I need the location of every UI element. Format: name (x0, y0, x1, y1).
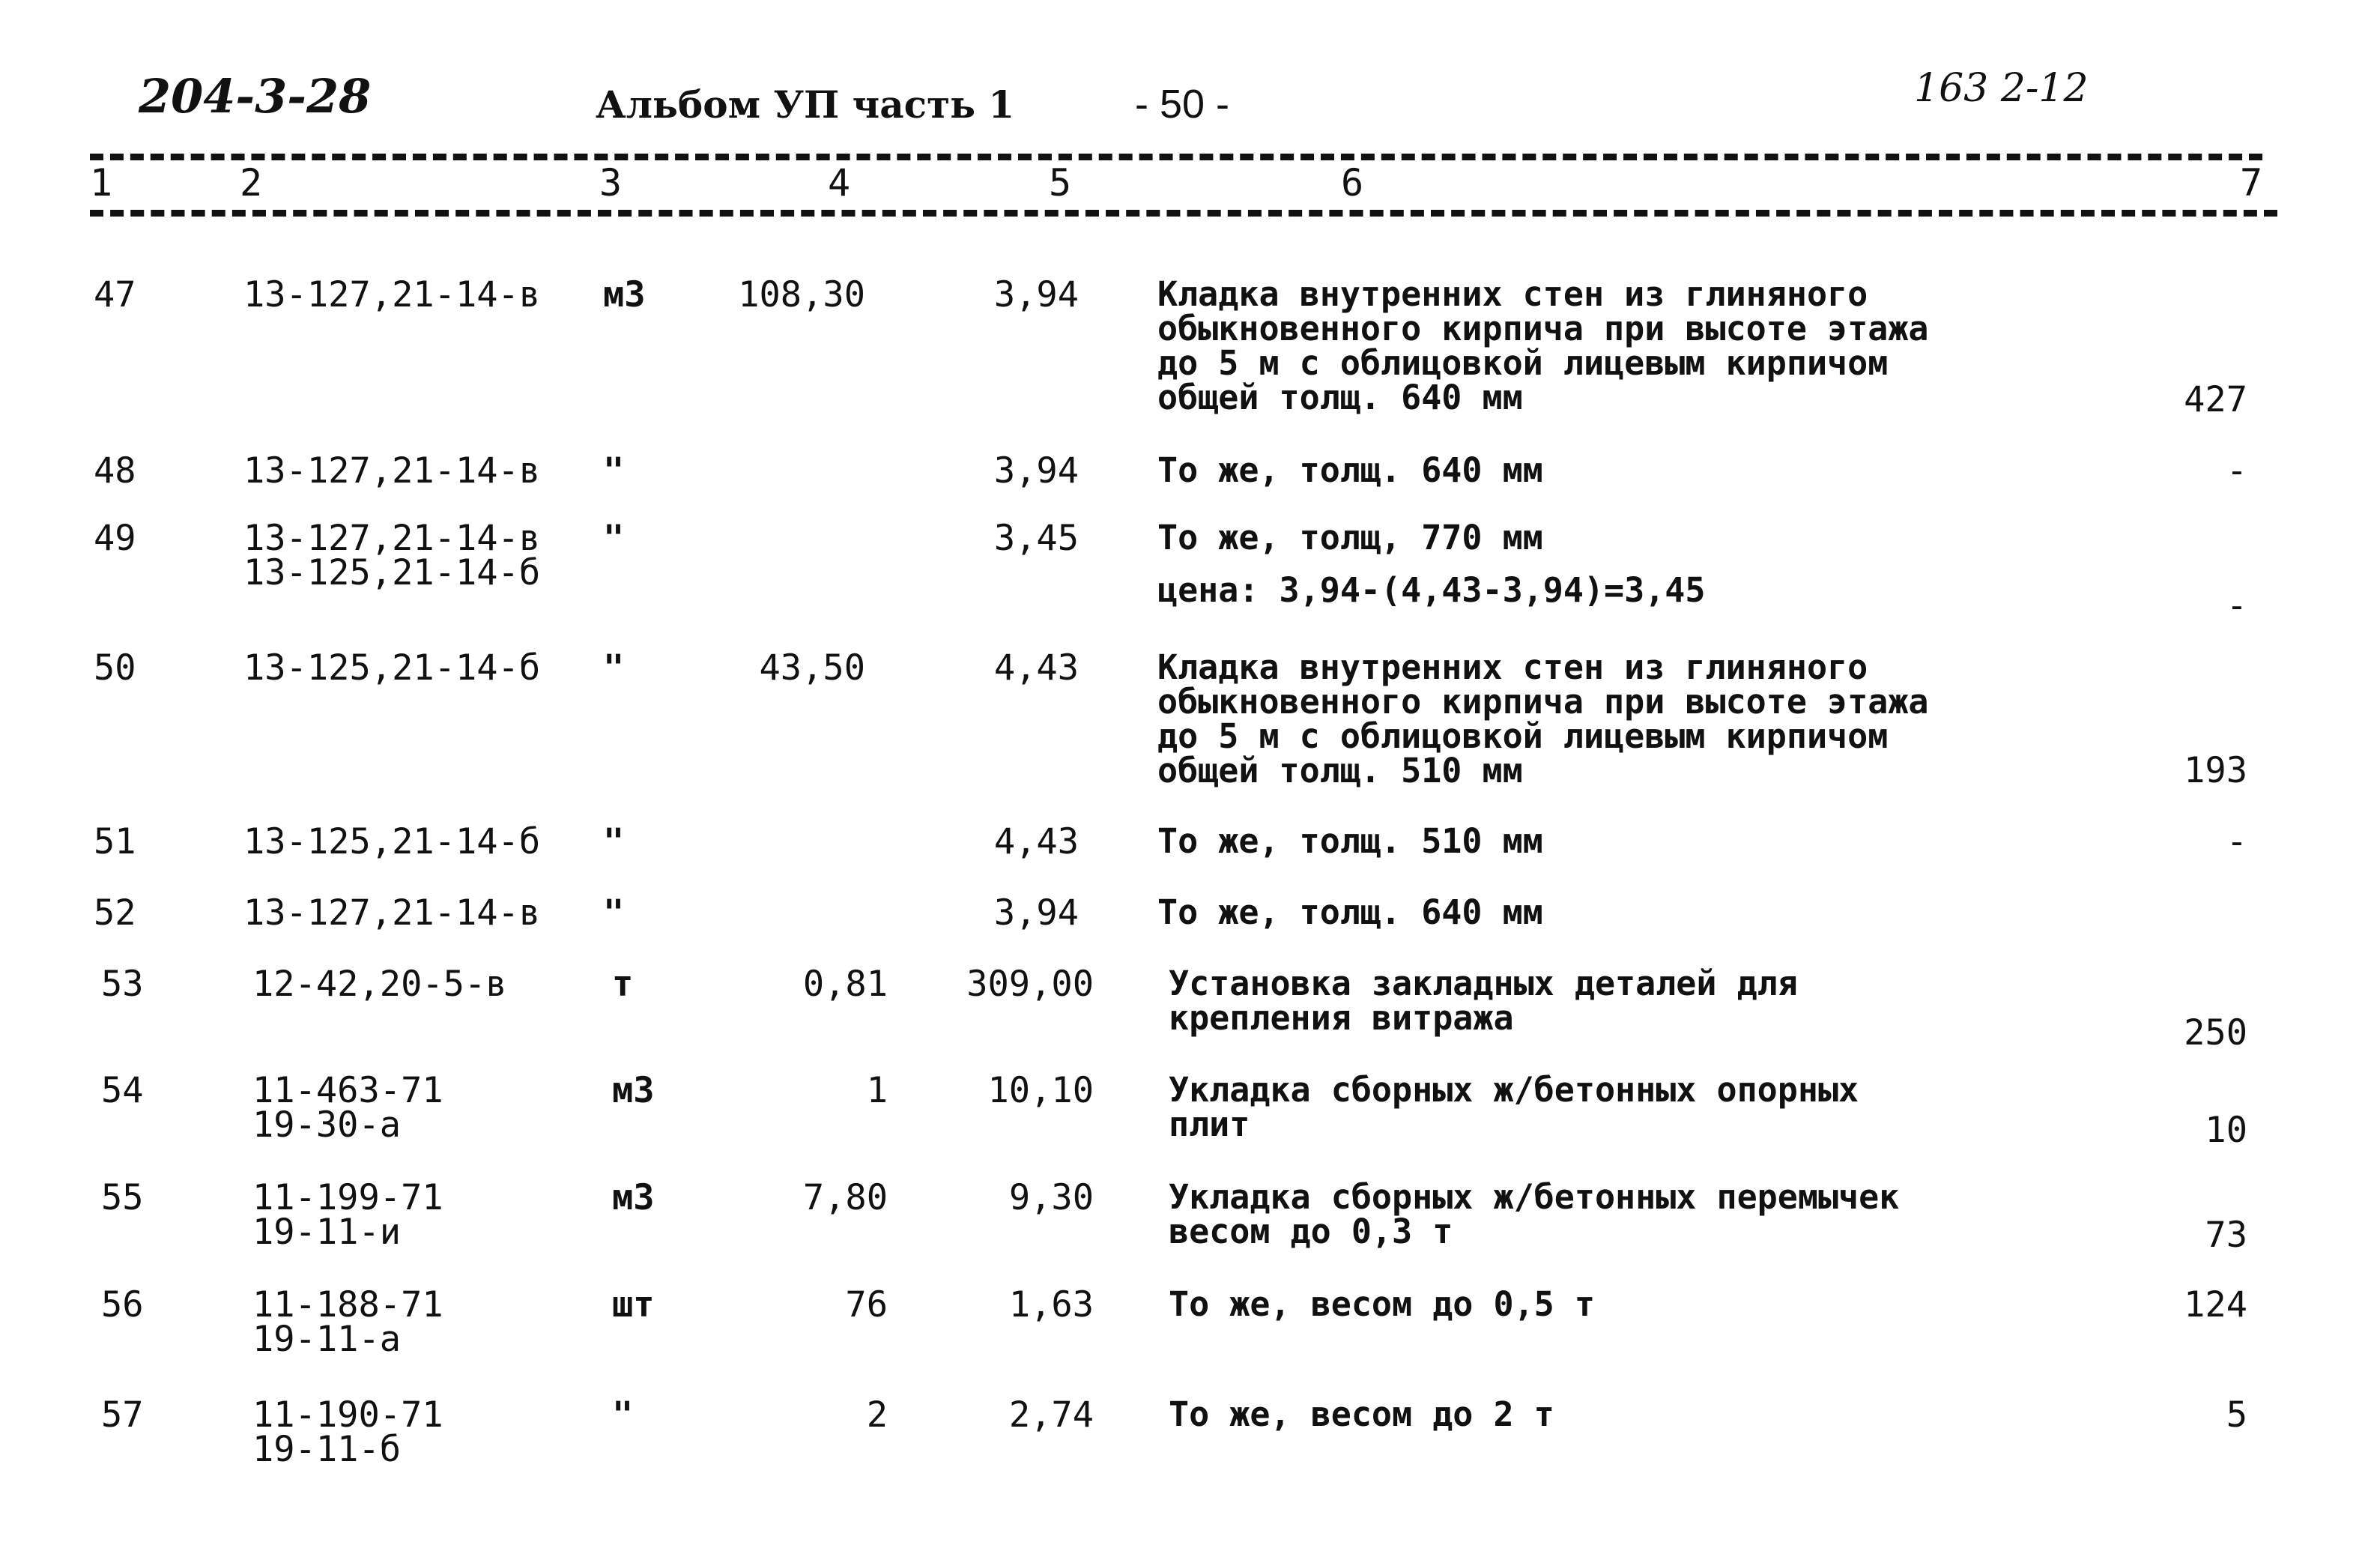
unit-price: 3,94 (993, 274, 1079, 315)
work-description: обыкновенного кирпича при высоте этажа (1157, 309, 1929, 348)
row-total: 5 (2226, 1394, 2247, 1436)
quantity: 0,81 (802, 964, 888, 1005)
unit: " (603, 450, 625, 492)
row-number: 48 (94, 450, 136, 492)
column-number: 6 (1341, 161, 1364, 205)
row-total: - (2226, 821, 2247, 862)
price-code: 13-127,21-14-в (243, 274, 541, 315)
unit: т (612, 964, 634, 1005)
work-description: Установка закладных деталей для (1169, 964, 1798, 1003)
unit: " (612, 1394, 634, 1436)
unit-price: 3,45 (993, 518, 1079, 559)
unit: " (603, 518, 625, 559)
row-total: 193 (2184, 750, 2247, 791)
column-number: 4 (828, 161, 851, 205)
work-description: до 5 м с облицовкой лицевым кирпичом (1157, 716, 1889, 756)
unit-price: 4,43 (993, 647, 1079, 689)
row-number: 53 (101, 964, 144, 1005)
unit: " (603, 821, 625, 862)
column-number: 1 (90, 161, 113, 205)
row-number: 52 (94, 892, 136, 934)
unit: " (603, 647, 625, 689)
work-description: весом до 0,3 т (1169, 1212, 1453, 1251)
row-total: 250 (2184, 1012, 2247, 1053)
work-description: общей толщ. 510 мм (1157, 751, 1523, 790)
column-number: 2 (240, 161, 263, 205)
row-total: 124 (2184, 1284, 2247, 1325)
price-code: 19-30-а (252, 1104, 402, 1146)
row-number: 54 (101, 1070, 144, 1111)
price-code: 13-127,21-14-в (243, 450, 541, 492)
price-code: 19-11-б (252, 1429, 402, 1470)
unit: м3 (603, 274, 646, 315)
work-description: Кладка внутренних стен из глиняного (1157, 647, 1868, 687)
work-description: То же, толщ. 640 мм (1157, 892, 1543, 932)
row-number: 49 (94, 518, 136, 559)
unit: м3 (612, 1177, 655, 1218)
row-number: 56 (101, 1284, 144, 1325)
unit-price: 10,10 (987, 1070, 1094, 1111)
column-number: 3 (599, 161, 623, 205)
unit-price: 309,00 (966, 964, 1094, 1005)
unit: м3 (612, 1070, 655, 1111)
header-rule-top (90, 154, 2262, 160)
work-description: То же, толщ. 510 мм (1157, 821, 1543, 861)
row-number: 51 (94, 821, 136, 862)
price-code: 13-127,21-14-в (243, 892, 541, 934)
work-description: обыкновенного кирпича при высоте этажа (1157, 682, 1929, 722)
row-number: 55 (101, 1177, 144, 1218)
quantity: 108,30 (738, 274, 865, 315)
price-code: 11-463-71 (252, 1070, 443, 1111)
album-code: 204-3-28 (139, 69, 372, 124)
price-code: 13-125,21-14-б (243, 552, 541, 593)
quantity: 43,50 (759, 647, 865, 689)
unit-price: 2,74 (1008, 1394, 1094, 1436)
unit-price: 9,30 (1008, 1177, 1094, 1218)
price-code: 11-199-71 (252, 1177, 443, 1218)
work-description: То же, толщ. 640 мм (1157, 450, 1543, 490)
header-rule-bottom (90, 210, 2277, 217)
price-code: 19-11-и (252, 1212, 402, 1253)
quantity: 76 (845, 1284, 888, 1325)
row-total: 427 (2184, 379, 2247, 420)
work-description: То же, весом до 2 т (1169, 1394, 1554, 1434)
unit-price: 4,43 (993, 821, 1079, 862)
work-description: То же, толщ, 770 мм (1157, 518, 1543, 557)
row-total: - (2226, 585, 2247, 626)
unit: шт (612, 1284, 655, 1325)
price-code: 13-125,21-14-б (243, 821, 541, 862)
price-code: 11-190-71 (252, 1394, 443, 1436)
unit-price: 3,94 (993, 892, 1079, 934)
price-code: 19-11-а (252, 1319, 402, 1360)
price-code: 12-42,20-5-в (252, 964, 507, 1005)
row-total: - (2226, 450, 2247, 492)
row-total: 10 (2205, 1110, 2247, 1151)
page-number: - 50 - (1135, 82, 1230, 127)
quantity: 2 (866, 1394, 888, 1436)
row-total: 73 (2205, 1215, 2247, 1256)
album-title: Альбом УП часть 1 (596, 82, 1015, 127)
unit: " (603, 892, 625, 934)
row-number: 57 (101, 1394, 144, 1436)
work-description: Укладка сборных ж/бетонных перемычек (1169, 1177, 1900, 1217)
column-number: 7 (2240, 161, 2263, 205)
row-number: 47 (94, 274, 136, 315)
row-number: 50 (94, 647, 136, 689)
work-description: плит (1169, 1104, 1250, 1144)
column-number: 5 (1049, 161, 1072, 205)
work-description: общей толщ. 640 мм (1157, 378, 1523, 417)
quantity: 7,80 (802, 1177, 888, 1218)
work-description: до 5 м с облицовкой лицевым кирпичом (1157, 343, 1889, 383)
work-description: крепления витража (1169, 998, 1514, 1038)
unit-price: 3,94 (993, 450, 1079, 492)
quantity: 1 (866, 1070, 888, 1111)
work-description: цена: 3,94-(4,43-3,94)=3,45 (1157, 570, 1706, 610)
work-description: Кладка внутренних стен из глиняного (1157, 274, 1868, 314)
price-code: 13-125,21-14-б (243, 647, 541, 689)
sheet-note: 163 2-12 (1914, 66, 2089, 111)
work-description: Укладка сборных ж/бетонных опорных (1169, 1070, 1859, 1110)
unit-price: 1,63 (1008, 1284, 1094, 1325)
work-description: То же, весом до 0,5 т (1169, 1284, 1595, 1324)
price-code: 11-188-71 (252, 1284, 443, 1325)
price-code: 13-127,21-14-в (243, 518, 541, 559)
